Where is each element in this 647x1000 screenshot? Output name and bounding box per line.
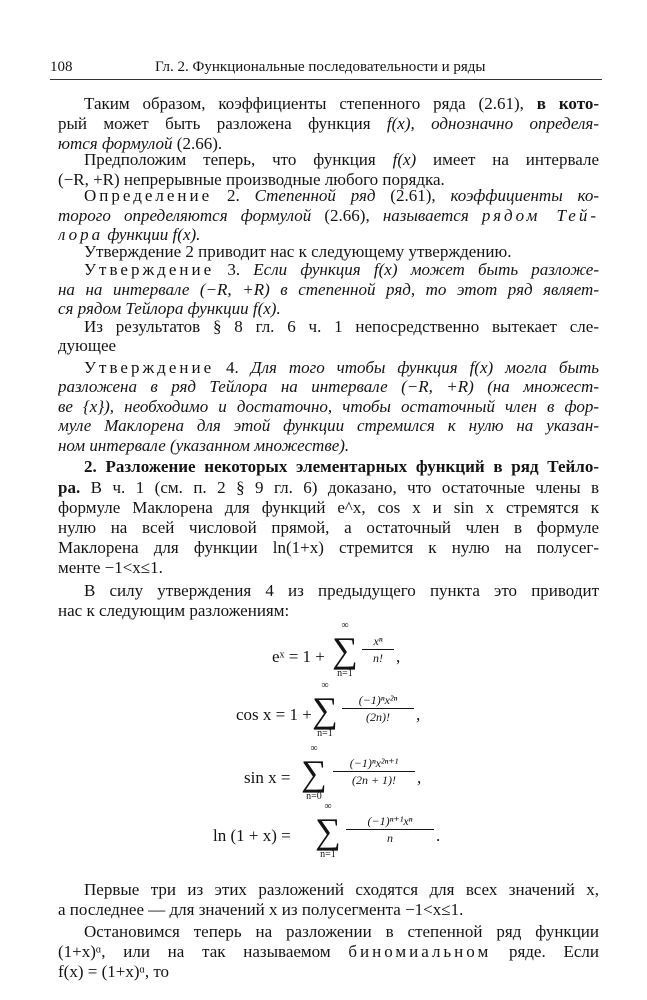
statement3-line3: ся рядом Тейлора функции f(x). (58, 299, 281, 318)
para1-line3: ются формулой (2.66). (58, 134, 223, 153)
statement4-line5: ном интервале (указанном множестве). (58, 436, 350, 455)
para5-line2: нас к следующим разложениям: (58, 601, 290, 620)
para7-line2: (1+x)ᵅ, или на так называемом биномиальном ряде. Если (58, 942, 599, 961)
para2-line1: Предположим теперь, что функция f(x) имеет на интервале (84, 150, 599, 169)
section2-line2: формуле Маклорена для функций e^x, cos x и sin x стремятся к (58, 498, 599, 517)
para3: Утверждение 2 приводит нас к следующему утверждению. (84, 242, 512, 261)
section2-line1: ра. В ч. 1 (см. п. 2 § 9 гл. 6) доказано, что остаточные члены в (58, 478, 599, 497)
statement4-line3: ве {x}), необходимо и достаточно, чтобы остаточный член в фор- (58, 397, 599, 416)
statement4-line4: муле Маклорена для этой функции стремился к нулю на указан- (58, 416, 599, 435)
para7-line3: f(x) = (1+x)ᵅ, то (58, 962, 170, 981)
para5-line1: В силу утверждения 4 из предыдущего пункта это приводит (84, 581, 599, 600)
statement4-line1: Утверждение 4. Для того чтобы функция f(x) могла быть (84, 358, 599, 377)
definition2-line2: торого определяются формулой (2.66), называется рядом Тей- (58, 206, 599, 225)
page-number: 108 (50, 59, 73, 75)
fraction: (−1)ⁿx²ⁿ⁺¹ (2n + 1)! (333, 756, 415, 787)
fraction: (−1)ⁿ⁺¹xⁿ n (346, 814, 434, 845)
statement3-line2: на на интервале (−R, +R) в степенной ряд, то этот ряд являет- (58, 280, 599, 299)
para1-line2: рый может быть разложена функция f(x), однозначно определя- (58, 114, 599, 133)
running-title: Гл. 2. Функциональные последовательности и ряды (155, 59, 486, 75)
para4-line1: Из результатов § 8 гл. 6 ч. 1 непосредственно вытекает сле- (84, 317, 599, 336)
section2-line5: менте −1<x≤1. (58, 558, 163, 577)
section2-title: 2. Разложение некоторых элементарных функций в ряд Тейло- (84, 457, 599, 476)
running-header (50, 55, 602, 80)
para6-line1: Первые три из этих разложений сходятся для всех значений x, (84, 880, 599, 899)
para2-line2: (−R, +R) непрерывные производные любого порядка. (58, 170, 445, 189)
para6-line2: а последнее — для значений x из полусегмента −1<x≤1. (58, 900, 464, 919)
definition2-line1: Определение 2. Степенной ряд (2.61), коэффициенты ко- (84, 186, 599, 205)
fraction: (−1)ⁿx²ⁿ (2n)! (342, 693, 414, 724)
definition2-line3: лора функции f(x). (58, 225, 201, 244)
para1-line1: Таким образом, коэффициенты степенного ряда (2.61), в кото- (84, 94, 599, 113)
para4-line2: дующее (58, 336, 117, 355)
book-page: 108 Гл. 2. Функциональные последовательности и ряды Таким образом, коэффициенты степенного ряда (2.61), в кото- рый может быть разложена функция f(x), однозначно определя- ются формулой (2.66). Предположим теперь, что функция f(x) имеет на интервале (−R, +R) непрерывные производные любого порядка. Определение 2. Степенной ряд (2.61), коэффициенты ко- торого определяются формулой (2.66), называется рядом Тей- лора функции f(x). Утверждение 2 приводит нас к следующему утверждению. Утверждение 3. Если функция f(x) может быть разложе- на на интервале (−R, +R) в степенной ряд, то этот ряд являет- ся рядом Тейлора функции f(x). Из результатов § 8 гл. 6 ч. 1 непосредственно вытекает сле- дующее Утверждение 4. Для того чтобы функция f(x) могла быть разложена в ряд Тейлора на интервале (−R, +R) (на множест- ве {x}), необходимо и достаточно, чтобы остаточный член в фор- муле Маклорена для этой функции стремился к нулю на указан- ном интервале (указанном множестве). 2. Разложение некоторых элементарных функций в ряд Тейло- ра. В ч. 1 (см. п. 2 § 9 гл. 6) доказано, что остаточные члены в формуле Маклорена для функций e^x, cos x и sin x стремятся к нулю на всей числовой прямой, а остаточный член в формуле Маклорена для функции ln(1+x) стремится к нулю на полусег- менте −1<x≤1. В силу утверждения 4 из предыдущего пункта это приводит нас к следующим разложениям: eˣ = 1 + ∞ ∑ n=1 xⁿ n! , cos x = 1 + ∞ ∑ n=1 (−1)ⁿx²ⁿ (2n)! , sin x = ∞ ∑ n=0 (−1)ⁿx²ⁿ⁺¹ (2n + 1)! , ln (1 + x) = ∞ ∑ n=1 (−1)ⁿ⁺¹xⁿ n . Первые три из этих разложений сходятся для всех значений x, а последнее — для значений x из полусегмента −1<x≤1. Остановимся теперь на разложении в степенной ряд функции (1+x)ᵅ, или на так называемом биномиальном ряде. Если f(x) = (1+x)ᵅ, то (0, 0, 647, 1000)
section2-line3: нулю на всей числовой прямой, а остаточный член в формуле (58, 518, 599, 537)
section2-line4: Маклорена для функции ln(1+x) стремится к нулю на полусег- (58, 538, 599, 557)
statement3-line1: Утверждение 3. Если функция f(x) может быть разложе- (84, 260, 599, 279)
para7-line1: Остановимся теперь на разложении в степенной ряд функции (84, 922, 599, 941)
statement4-line2: разложена в ряд Тейлора на интервале (−R, +R) (на множест- (58, 377, 599, 396)
fraction: xⁿ n! (362, 634, 394, 665)
